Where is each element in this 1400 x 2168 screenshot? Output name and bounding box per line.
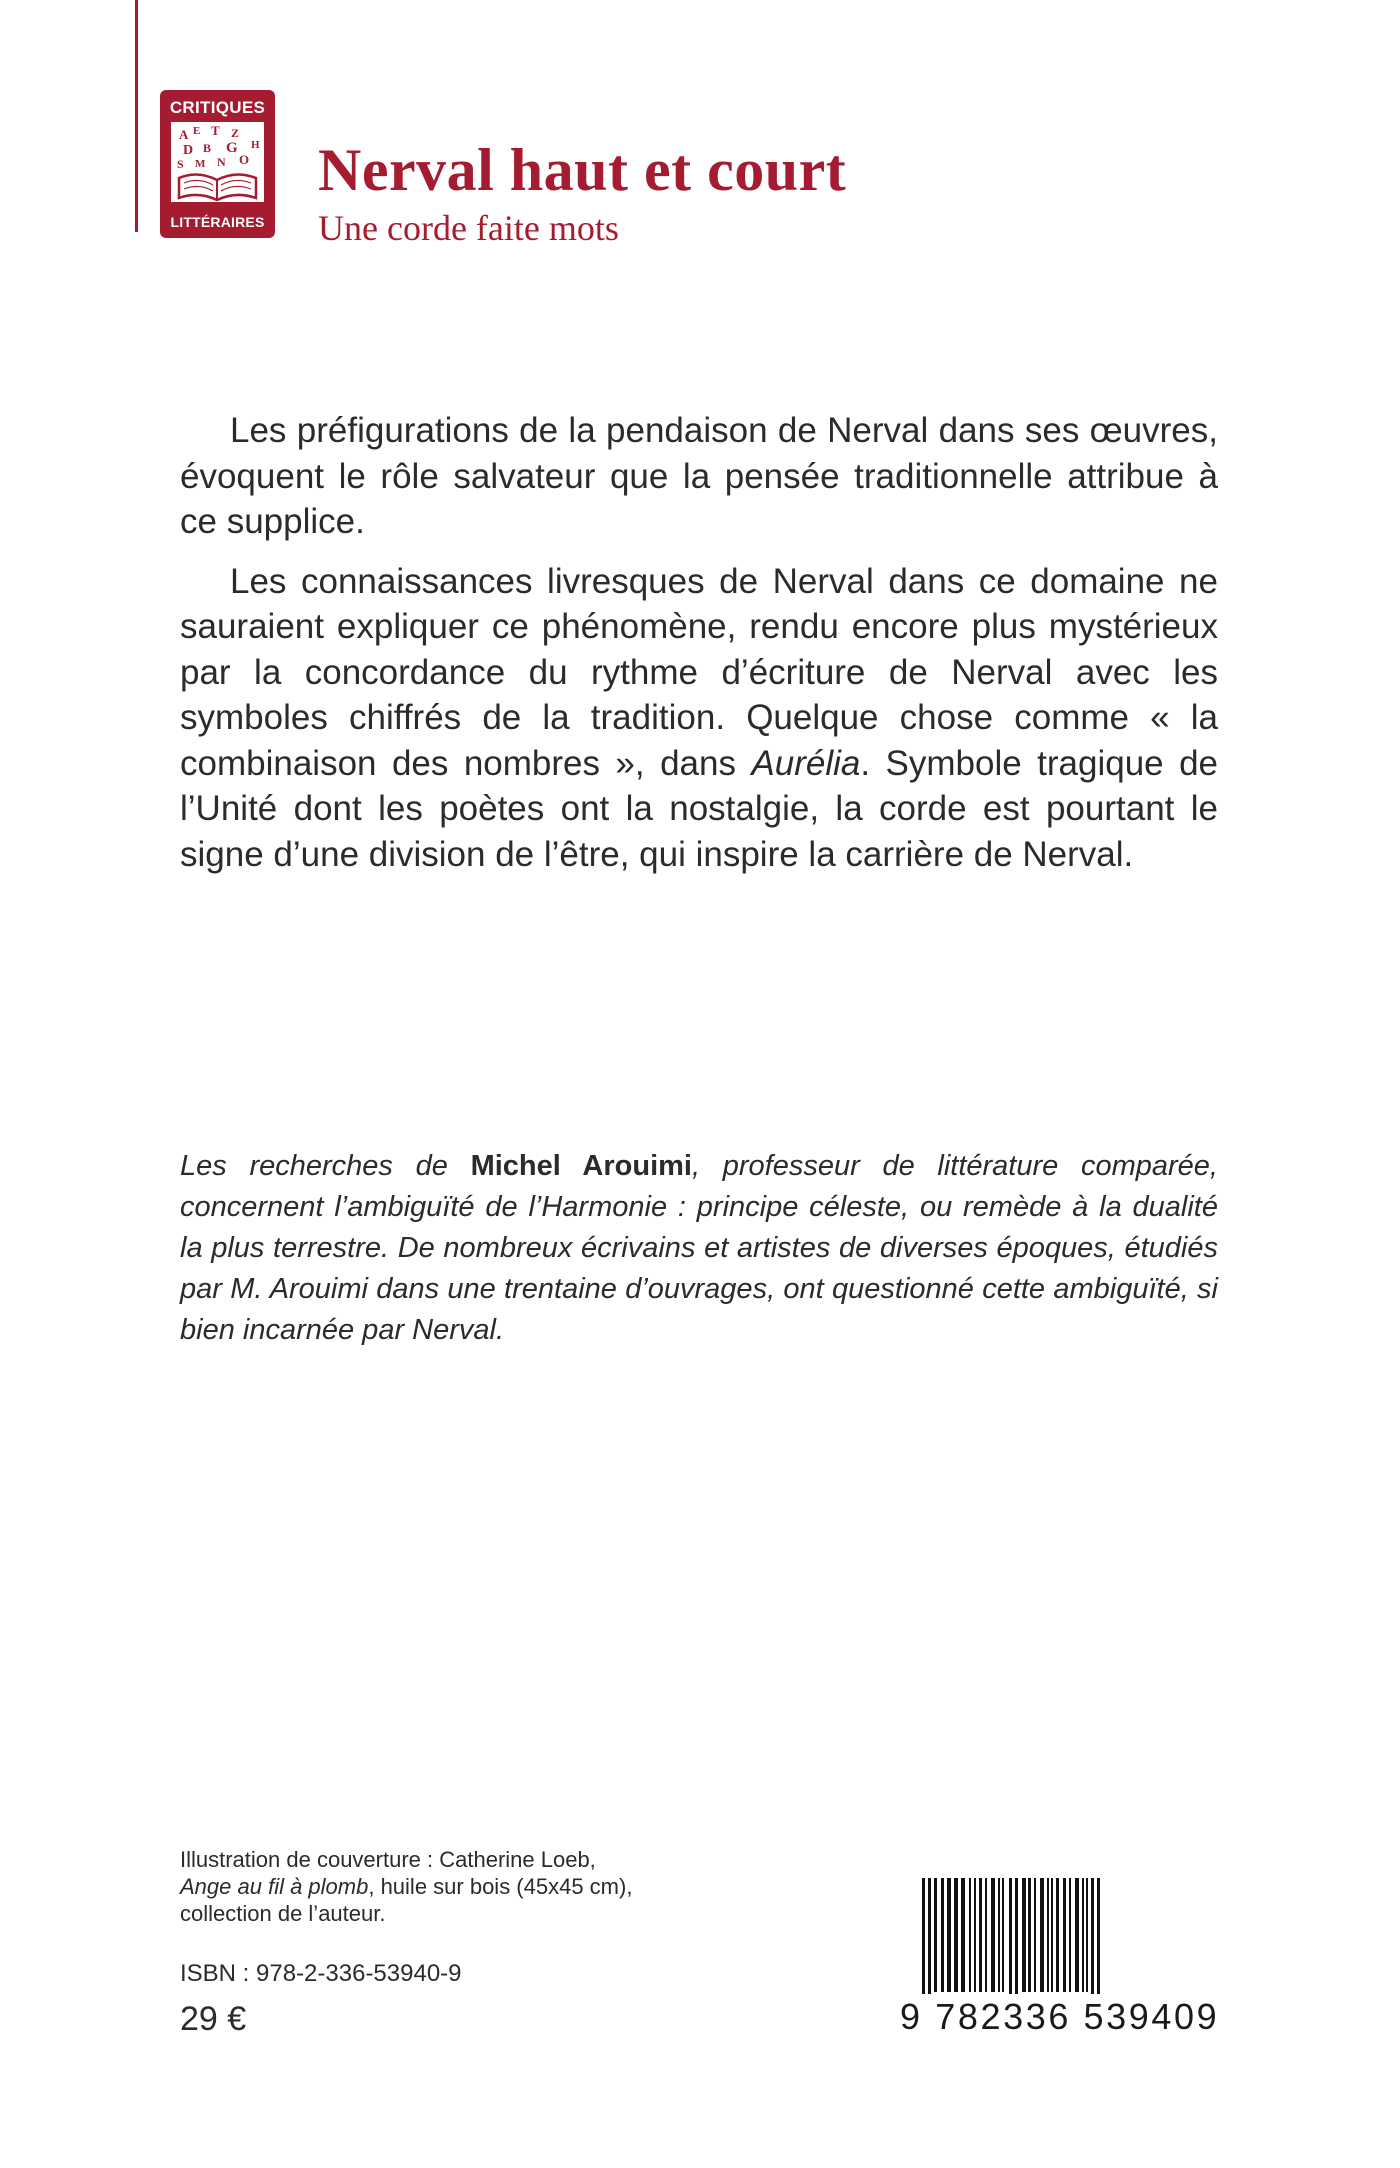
open-book-with-letters-icon — [171, 122, 264, 202]
barcode-bar — [974, 1878, 976, 1992]
cover-credits — [180, 1846, 740, 1927]
author-name: Michel Arouimi — [470, 1150, 692, 1182]
barcode-bar — [1022, 1878, 1026, 1992]
series-logo-bottom-label: LITTÉRAIRES — [170, 214, 265, 230]
logo-letter: H — [251, 139, 260, 151]
logo-letter: N — [217, 155, 226, 169]
logo-letter: M — [195, 158, 206, 170]
logo-letter: E — [193, 125, 201, 137]
artwork-title: Ange au fil à plomb — [180, 1874, 369, 1899]
barcode-bar — [1040, 1878, 1044, 1992]
logo-letter: G — [226, 140, 238, 156]
barcode-bar — [998, 1878, 1000, 1992]
logo-letter: A — [179, 127, 189, 142]
author-bio: Les recherches de Michel Arouimi, professeur de littérature comparée, concernent l’ambiguïté de l’Harmonie : principe céleste, ou remède à la dualité la plus terrestre. De nombreux écrivains et artistes de diverses époques, étudiés par M. Arouimi dans une trentaine d’ouvrages, ont questionné cette ambiguïté, si bien incarnée par Nerval. — [180, 1150, 1218, 1346]
logo-letter: S — [177, 157, 184, 171]
series-logo — [160, 90, 275, 238]
series-logo-top-label: CRITIQUES — [169, 98, 266, 117]
price: 29 € — [180, 2000, 247, 2038]
work-title-aurelia: Aurélia — [751, 743, 861, 783]
barcode-bar — [1002, 1878, 1004, 1992]
barcode-digits: 9 782336 539409 — [900, 1994, 1200, 2040]
book-title: Nerval haut et court — [318, 137, 847, 203]
barcode-bar — [991, 1878, 995, 1992]
barcode-bar — [1047, 1878, 1049, 1992]
logo-letter: D — [183, 143, 194, 158]
barcode-bar — [941, 1878, 944, 1992]
title-block — [318, 137, 847, 248]
barcode-bar — [985, 1878, 987, 1992]
logo-letter: Z — [231, 126, 240, 140]
blurb-paragraph-2: Les connaissances livresques de Nerval dans ce domaine ne sauraient expliquer ce phénomène, rendu encore plus mystérieux par la concordance du rythme d’écriture de Nerval avec les symboles chiffrés de la tradition. Quelque chose comme « la combinaison des nombres », dans Aurélia. Symbole tragique de l’Unité dont les poètes ont la nostalgie, la corde est pourtant le signe d’une division de l’être, qui inspire la carrière de Nerval. — [180, 561, 1218, 874]
barcode-bar — [1086, 1878, 1088, 1992]
barcode-bar — [1028, 1878, 1031, 1992]
barcode-bar — [969, 1878, 971, 1992]
book-subtitle: Une corde faite mots — [318, 208, 619, 248]
isbn: ISBN : 978-2-336-53940-9 — [180, 1960, 462, 1987]
barcode-bar — [1051, 1878, 1053, 1992]
logo-letter: B — [203, 141, 212, 155]
barcode-bar — [1069, 1878, 1071, 1992]
barcode-bar — [1034, 1878, 1036, 1992]
barcode-bar — [1082, 1878, 1084, 1992]
logo-letter: T — [211, 123, 220, 138]
book-blurb — [180, 408, 1218, 891]
barcode-bar — [954, 1878, 958, 1992]
barcode-bar — [1063, 1878, 1066, 1992]
red-margin-line — [135, 0, 138, 232]
barcode-bar — [1056, 1878, 1059, 1992]
blurb-paragraph-1: Les préfigurations de la pendaison de Nerval dans ses œuvres, évoquent le rôle salvateur que la pensée traditionnelle attribue à ce supplice. — [180, 411, 1218, 541]
barcode-bar — [979, 1878, 982, 1992]
barcode-bar — [947, 1878, 951, 1992]
barcode-bar — [934, 1878, 937, 1992]
logo-letter: O — [239, 152, 250, 167]
credits-line-2: Ange au fil à plomb, huile sur bois (45x45 cm), — [180, 1874, 633, 1899]
barcode-bar — [1075, 1878, 1079, 1992]
credits-line-3: collection de l’auteur. — [180, 1901, 386, 1926]
barcode-bar — [961, 1878, 965, 1992]
credits-line-1: Illustration de couverture : Catherine Loeb, — [180, 1847, 596, 1872]
